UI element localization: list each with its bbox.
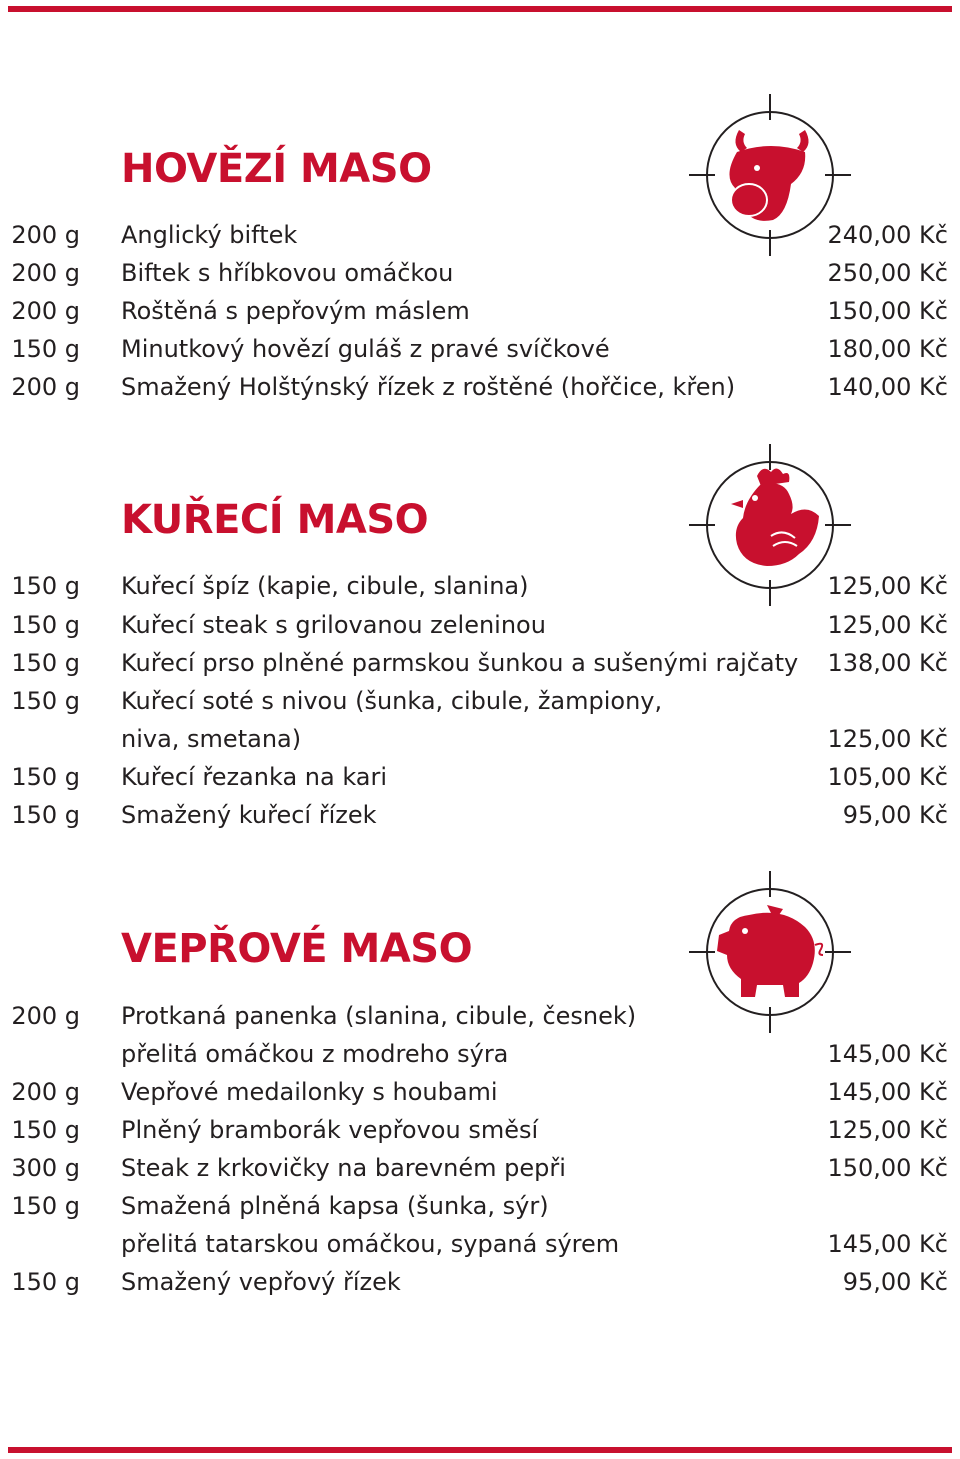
item-weight: 150 g bbox=[11, 1268, 80, 1296]
item-weight: 150 g bbox=[11, 801, 80, 829]
item-name: Steak z krkovičky na barevném pepři bbox=[121, 1154, 566, 1182]
item-price: 250,00 Kč bbox=[827, 259, 948, 287]
item-weight: 200 g bbox=[11, 373, 80, 401]
top-divider bbox=[8, 6, 952, 12]
menu-item bbox=[0, 1263, 960, 1301]
item-weight: 150 g bbox=[11, 611, 80, 639]
item-price: 95,00 Kč bbox=[842, 1268, 948, 1296]
item-weight: 200 g bbox=[11, 221, 80, 249]
item-weight: 300 g bbox=[11, 1154, 80, 1182]
item-price: 95,00 Kč bbox=[842, 801, 948, 829]
menu-item bbox=[0, 796, 960, 834]
menu-item bbox=[0, 997, 960, 1035]
item-price: 145,00 Kč bbox=[827, 1230, 948, 1258]
menu-item bbox=[0, 292, 960, 330]
item-name: Roštěná s pepřovým máslem bbox=[121, 297, 470, 325]
item-weight: 200 g bbox=[11, 1078, 80, 1106]
item-name-line2: niva, smetana) bbox=[121, 725, 302, 753]
menu-item bbox=[0, 1187, 960, 1225]
item-price: 125,00 Kč bbox=[827, 1116, 948, 1144]
item-weight: 150 g bbox=[11, 572, 80, 600]
item-price: 240,00 Kč bbox=[827, 221, 948, 249]
item-name: Smažený Holštýnský řízek z roštěné (hořčice, křen) bbox=[121, 373, 736, 401]
menu-item bbox=[0, 682, 960, 720]
menu-item bbox=[0, 330, 960, 368]
item-name-line2: přelitá tatarskou omáčkou, sypaná sýrem bbox=[121, 1230, 620, 1258]
item-weight: 150 g bbox=[11, 1192, 80, 1220]
item-price: 140,00 Kč bbox=[827, 373, 948, 401]
item-weight: 200 g bbox=[11, 1002, 80, 1030]
item-name: Biftek s hříbkovou omáčkou bbox=[121, 259, 454, 287]
item-weight: 200 g bbox=[11, 297, 80, 325]
bottom-divider bbox=[8, 1447, 952, 1453]
menu-item bbox=[0, 254, 960, 292]
item-weight: 150 g bbox=[11, 763, 80, 791]
menu-item-continuation bbox=[0, 1225, 960, 1263]
section-title: HOVĚZÍ MASO bbox=[121, 146, 432, 192]
menu-item bbox=[0, 216, 960, 254]
item-weight: 150 g bbox=[11, 1116, 80, 1144]
section-title: VEPŘOVÉ MASO bbox=[121, 926, 473, 972]
item-name: Plněný bramborák vepřovou směsí bbox=[121, 1116, 539, 1144]
menu-item bbox=[0, 1149, 960, 1187]
item-name: Kuřecí špíz (kapie, cibule, slanina) bbox=[121, 572, 529, 600]
menu-item bbox=[0, 758, 960, 796]
item-name: Smažený vepřový řízek bbox=[121, 1268, 401, 1296]
item-price: 145,00 Kč bbox=[827, 1040, 948, 1068]
item-name: Protkaná panenka (slanina, cibule, česnek) bbox=[121, 1002, 637, 1030]
item-name: Kuřecí steak s grilovanou zeleninou bbox=[121, 611, 546, 639]
item-price: 150,00 Kč bbox=[827, 297, 948, 325]
item-name: Minutkový hovězí guláš z pravé svíčkové bbox=[121, 335, 610, 363]
item-name: Smažený kuřecí řízek bbox=[121, 801, 377, 829]
item-price: 180,00 Kč bbox=[827, 335, 948, 363]
menu-item bbox=[0, 1073, 960, 1111]
item-name: Kuřecí prso plněné parmskou šunkou a sušenými rajčaty bbox=[121, 649, 799, 677]
menu-item bbox=[0, 606, 960, 644]
item-price: 125,00 Kč bbox=[827, 725, 948, 753]
menu-item bbox=[0, 567, 960, 605]
item-name-line2: přelitá omáčkou z modreho sýra bbox=[121, 1040, 509, 1068]
item-price: 150,00 Kč bbox=[827, 1154, 948, 1182]
item-name: Kuřecí řezanka na kari bbox=[121, 763, 388, 791]
item-weight: 150 g bbox=[11, 687, 80, 715]
item-name: Kuřecí soté s nivou (šunka, cibule, žampiony, bbox=[121, 687, 663, 715]
item-price: 145,00 Kč bbox=[827, 1078, 948, 1106]
item-price: 105,00 Kč bbox=[827, 763, 948, 791]
menu-item bbox=[0, 1111, 960, 1149]
menu-item bbox=[0, 368, 960, 406]
item-price: 138,00 Kč bbox=[827, 649, 948, 677]
item-name: Anglický biftek bbox=[121, 221, 298, 249]
section-title: KUŘECÍ MASO bbox=[121, 497, 429, 543]
item-price: 125,00 Kč bbox=[827, 611, 948, 639]
menu-item-continuation bbox=[0, 720, 960, 758]
item-price: 125,00 Kč bbox=[827, 572, 948, 600]
menu-item bbox=[0, 644, 960, 682]
menu-item-continuation bbox=[0, 1035, 960, 1073]
item-name: Vepřové medailonky s houbami bbox=[121, 1078, 498, 1106]
item-weight: 150 g bbox=[11, 649, 80, 677]
item-name: Smažená plněná kapsa (šunka, sýr) bbox=[121, 1192, 549, 1220]
item-weight: 150 g bbox=[11, 335, 80, 363]
item-weight: 200 g bbox=[11, 259, 80, 287]
